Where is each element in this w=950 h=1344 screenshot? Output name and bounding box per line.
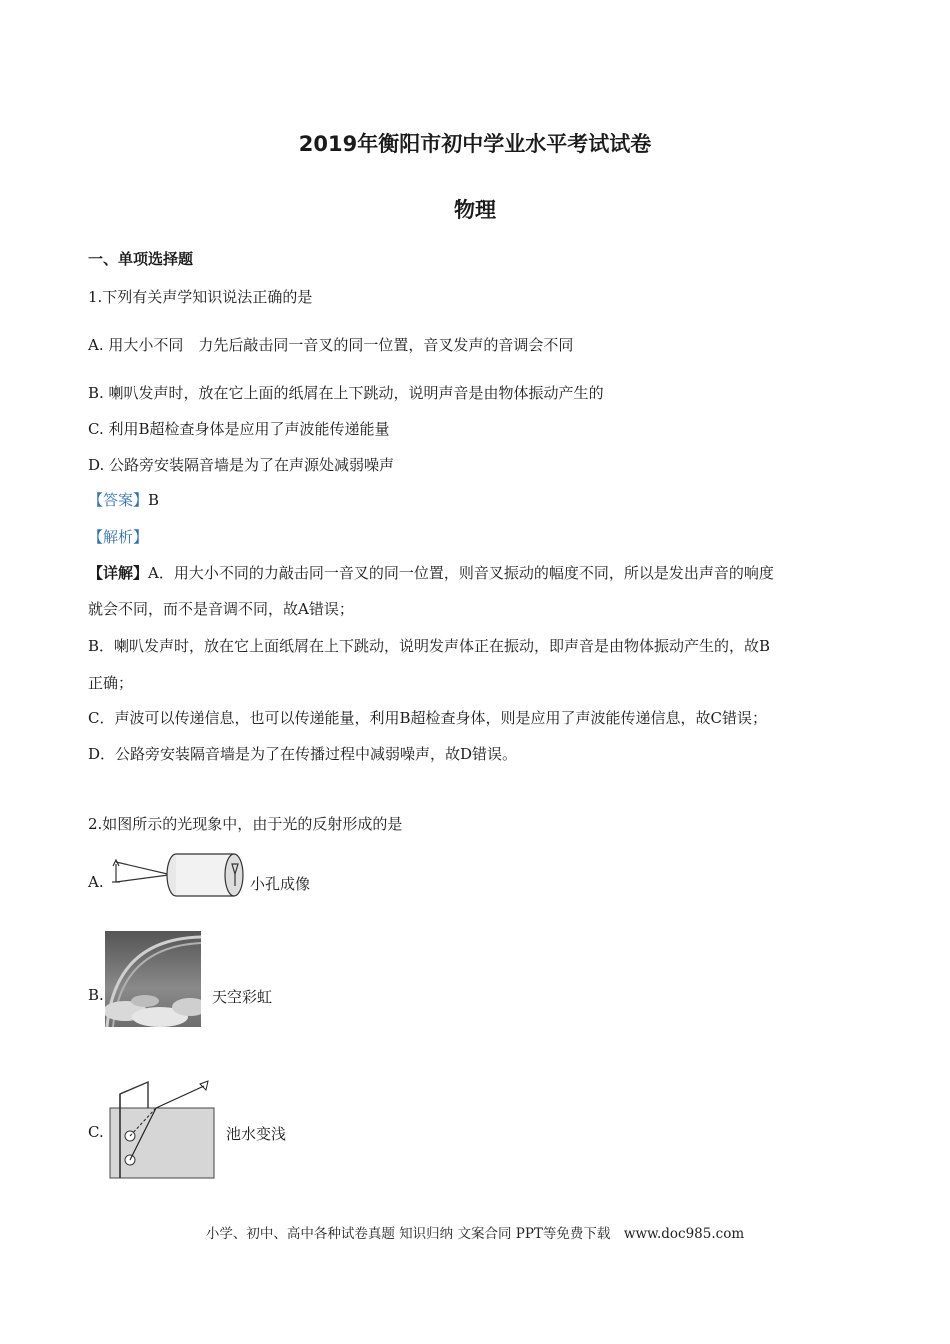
detail-label: 【详解】 <box>88 564 149 582</box>
pool-refraction-diagram-icon <box>108 1078 218 1180</box>
q1-stem: 1.下列有关声学知识说法正确的是 <box>88 288 313 306</box>
q2-option-a-caption: 小孔成像 <box>250 875 311 893</box>
rainbow-photo-icon <box>105 931 201 1027</box>
answer-label: 【答案】 <box>88 491 149 509</box>
q1-option-a: A. 用大小不同 力先后敲击同一音叉的同一位置，音叉发声的音调会不同 <box>88 336 574 354</box>
detail-line-4: 正确； <box>88 674 134 692</box>
page-footer: 小学、初中、高中各种试卷真题 知识归纳 文案合同 PPT等免费下载 www.doc985.com <box>205 1226 745 1242</box>
section-heading: 一、单项选择题 <box>88 250 194 268</box>
detail-line-1 <box>88 562 774 583</box>
q2-option-b-caption: 天空彩虹 <box>212 988 273 1006</box>
detail-line-3: B．喇叭发声时，放在它上面纸屑在上下跳动，说明发声体正在振动，即声音是由物体振动产生的，故B <box>88 637 771 655</box>
q1-option-b: B. 喇叭发声时，放在它上面的纸屑在上下跳动，说明声音是由物体振动产生的 <box>88 384 604 402</box>
q2-option-c-caption: 池水变浅 <box>226 1125 287 1143</box>
q2-stem: 2.如图所示的光现象中，由于光的反射形成的是 <box>88 815 403 833</box>
analysis-label: 【解析】 <box>88 528 149 546</box>
detail-text-1: A．用大小不同的力敲击同一音叉的同一位置，则音叉振动的幅度不同，所以是发出声音的响度 <box>148 564 774 582</box>
q2-option-c-letter: C. <box>88 1123 104 1141</box>
page-title: 2019年衡阳市初中学业水平考试试卷 <box>298 132 652 156</box>
subject-title: 物理 <box>454 198 496 222</box>
detail-line-5: C．声波可以传递信息，也可以传递能量，利用B超检查身体，则是应用了声波能传递信息，故C错误； <box>88 709 767 727</box>
pinhole-camera-diagram-icon <box>108 850 248 900</box>
q1-option-c: C. 利用B超检查身体是应用了声波能传递能量 <box>88 420 390 438</box>
detail-line-2: 就会不同，而不是音调不同，故A错误； <box>88 600 354 618</box>
q1-option-d: D. 公路旁安装隔音墙是为了在声源处减弱噪声 <box>88 456 395 474</box>
q2-option-a-letter: A. <box>88 873 104 891</box>
q1-answer <box>88 489 159 510</box>
detail-line-6: D．公路旁安装隔音墙是为了在传播过程中减弱噪声，故D错误。 <box>88 745 518 763</box>
answer-value: B <box>148 491 160 509</box>
q2-option-b-letter: B. <box>88 986 104 1004</box>
